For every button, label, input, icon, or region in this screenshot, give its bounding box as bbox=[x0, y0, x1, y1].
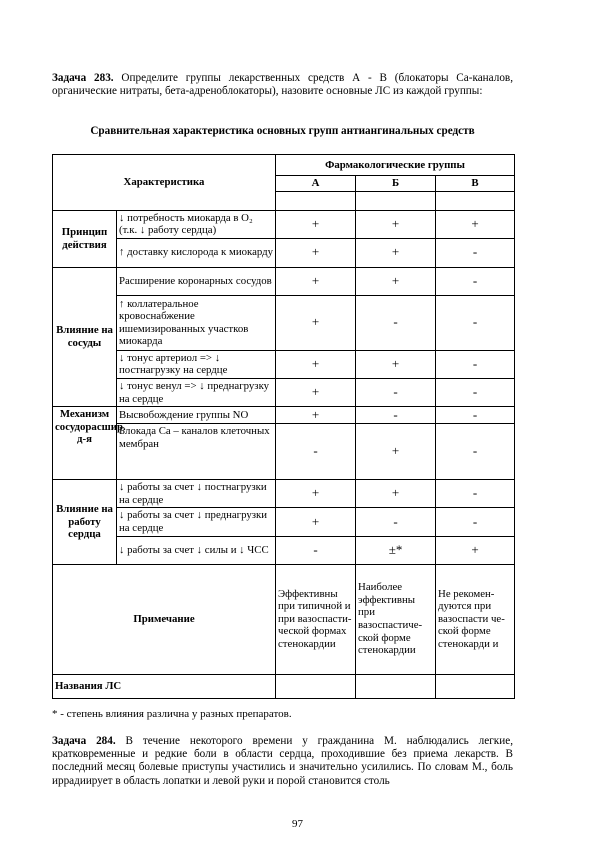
row-text: ↓ работы за счет ↓ преднагрузки на сердце bbox=[117, 508, 276, 536]
cell-a: + bbox=[276, 210, 356, 238]
header-group-v: В bbox=[436, 176, 515, 192]
footnote: * - степень влияния различна у разных препаратов. bbox=[52, 708, 292, 720]
cell-v: - bbox=[436, 424, 515, 480]
row-text: ↑ доставку кислорода к миокарду bbox=[117, 238, 276, 267]
cell-a: + bbox=[276, 238, 356, 267]
cell-a: + bbox=[276, 480, 356, 508]
table-row bbox=[53, 536, 515, 564]
names-label: Названия ЛС bbox=[53, 674, 276, 698]
header-group-b: Б bbox=[356, 176, 436, 192]
comparison-table bbox=[52, 154, 515, 699]
table-title: Сравнительная характеристика основных групп антиангинальных средств bbox=[90, 125, 475, 137]
row-text: ↓ работы за счет ↓ постнагрузки на сердце bbox=[117, 480, 276, 508]
table-row bbox=[53, 295, 515, 350]
row-text: ↑ коллатеральное кровоснабжение ишемизированных участков миокарда bbox=[117, 295, 276, 350]
table-row bbox=[53, 350, 515, 378]
table-row bbox=[53, 210, 515, 238]
table-row bbox=[53, 407, 515, 424]
table-row bbox=[53, 508, 515, 536]
cell-b: + bbox=[356, 480, 436, 508]
cell-a: + bbox=[276, 295, 356, 350]
section-mechanism: Механизм сосудорасшир. д-я bbox=[53, 407, 117, 480]
cell-b: - bbox=[356, 378, 436, 406]
names-b bbox=[356, 674, 436, 698]
header-characteristic: Характеристика bbox=[53, 155, 276, 211]
cell-b: + bbox=[356, 210, 436, 238]
cell-b: + bbox=[356, 350, 436, 378]
empty-cell bbox=[356, 191, 436, 210]
task-283-paragraph bbox=[52, 72, 513, 98]
note-label: Примечание bbox=[53, 564, 276, 674]
row-text: Блокада Са – каналов клеточных мембран bbox=[117, 424, 276, 480]
task-283-text: Определите группы лекарственных средств А - В (блокаторы Са-каналов, органические нитраты, бета-адреноблокаторы), назовите основные ЛС из каждой группы: bbox=[52, 72, 513, 98]
row-text: Высвобождение группы NO bbox=[117, 407, 276, 424]
note-v: Не рекомен-дуются при вазоспасти че-ской форме стенокарди и bbox=[436, 564, 515, 674]
cell-b: - bbox=[356, 407, 436, 424]
cell-a: + bbox=[276, 378, 356, 406]
task-283-label: Задача 283. bbox=[52, 72, 114, 84]
note-a: Эффективны при типичной и при вазоспасти-ческой формах стенокардии bbox=[276, 564, 356, 674]
row-text: ↓ работы за счет ↓ силы и ↓ ЧСС bbox=[117, 536, 276, 564]
task-284-label: Задача 284. bbox=[52, 735, 116, 747]
section-heart: Влияние на работу сердца bbox=[53, 480, 117, 564]
row-text: Расширение коронарных сосудов bbox=[117, 267, 276, 295]
cell-b: + bbox=[356, 238, 436, 267]
cell-v: - bbox=[436, 238, 515, 267]
table-row bbox=[53, 378, 515, 406]
cell-v: - bbox=[436, 480, 515, 508]
cell-b: ±* bbox=[356, 536, 436, 564]
row-text: ↓ потребность миокарда в O₂ (т.к. ↓ работу сердца) bbox=[117, 210, 276, 238]
cell-v: - bbox=[436, 508, 515, 536]
cell-a: - bbox=[276, 536, 356, 564]
cell-a: + bbox=[276, 350, 356, 378]
page-number: 97 bbox=[292, 818, 303, 830]
note-b: Наиболее эффективны при вазоспастиче-ской форме стенокардии bbox=[356, 564, 436, 674]
cell-v: - bbox=[436, 407, 515, 424]
table-row bbox=[53, 267, 515, 295]
empty-cell bbox=[436, 191, 515, 210]
cell-a: + bbox=[276, 267, 356, 295]
table-row bbox=[53, 238, 515, 267]
section-principle: Принцип действия bbox=[53, 210, 117, 267]
cell-b: + bbox=[356, 267, 436, 295]
task-284-paragraph bbox=[52, 735, 513, 788]
cell-v: + bbox=[436, 210, 515, 238]
cell-a: + bbox=[276, 508, 356, 536]
header-group-a: А bbox=[276, 176, 356, 192]
task-284-text: В течение некоторого времени у гражданина М. наблюдались легкие, кратковременные и редкие боли в области сердца, проходившие без приема лекарств. В последний месяц болевые приступы участились и значительно усилились. По словам М., боль иррадиирует в область лопатки и левой руки и порой становится столь bbox=[52, 735, 513, 787]
cell-b: - bbox=[356, 508, 436, 536]
names-v bbox=[436, 674, 515, 698]
cell-v: - bbox=[436, 267, 515, 295]
names-a bbox=[276, 674, 356, 698]
section-vessels: Влияние на сосуды bbox=[53, 267, 117, 406]
cell-v: + bbox=[436, 536, 515, 564]
table-row bbox=[53, 480, 515, 508]
table-note-row bbox=[53, 564, 515, 674]
table-row bbox=[53, 424, 515, 480]
header-groups: Фармакологические группы bbox=[276, 155, 515, 176]
cell-b: - bbox=[356, 295, 436, 350]
cell-v: - bbox=[436, 378, 515, 406]
cell-a: + bbox=[276, 407, 356, 424]
row-text: ↓ тонус венул => ↓ преднагрузку на сердце bbox=[117, 378, 276, 406]
cell-v: - bbox=[436, 295, 515, 350]
table-header-row bbox=[53, 155, 515, 176]
row-text: ↓ тонус артериол => ↓ постнагрузку на сердце bbox=[117, 350, 276, 378]
cell-a: - bbox=[276, 424, 356, 480]
cell-b: + bbox=[356, 424, 436, 480]
empty-cell bbox=[276, 191, 356, 210]
table-names-row bbox=[53, 674, 515, 698]
cell-v: - bbox=[436, 350, 515, 378]
